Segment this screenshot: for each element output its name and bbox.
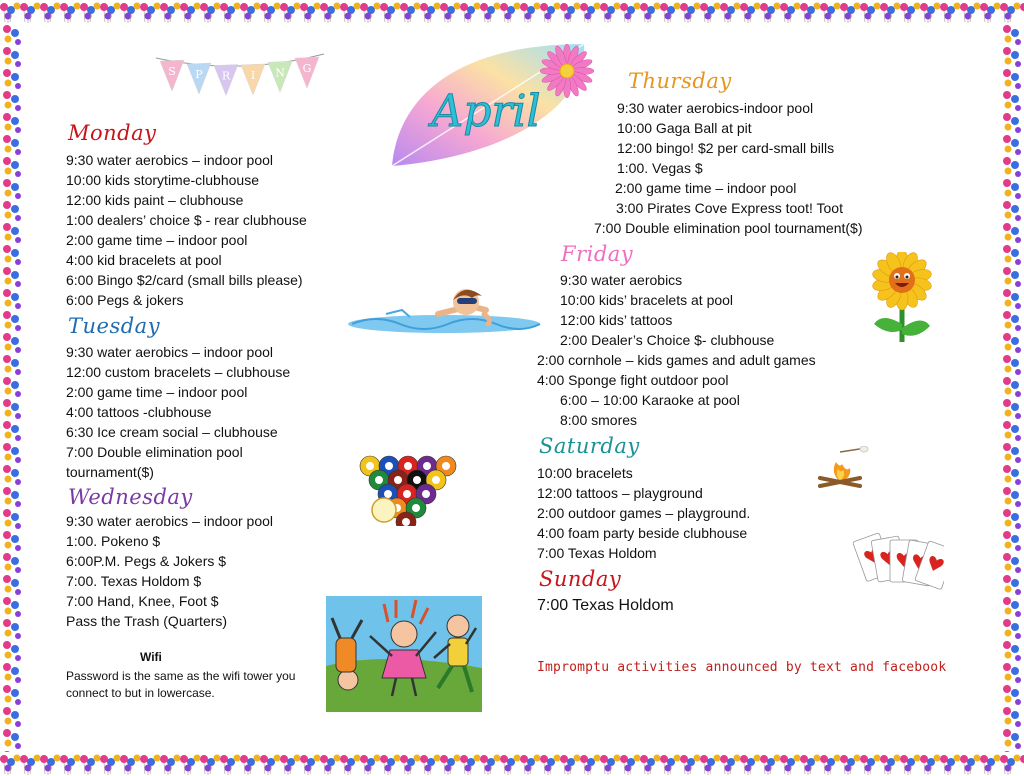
banner-letter: G — [302, 62, 312, 76]
activity-item: 6:30 Ice cream social – clubhouse — [66, 424, 278, 440]
banner-letter: P — [195, 68, 203, 82]
swimmer-icon — [346, 284, 546, 338]
day-heading-friday: Friday — [561, 242, 634, 266]
activity-item: 12:00 kids paint – clubhouse — [66, 192, 244, 208]
activity-item: 6:00 Bingo $2/card (small bills please) — [66, 272, 303, 288]
balloon-border-icon — [1000, 24, 1024, 752]
day-heading-thursday: Thursday — [628, 69, 732, 93]
billiard-balls-icon — [356, 454, 468, 526]
activity-item: 1:00. Pokeno $ — [66, 533, 161, 549]
activity-item: 12:00 custom bracelets – clubhouse — [66, 364, 291, 380]
activity-item: 4:00 Sponge fight outdoor pool — [537, 372, 729, 388]
pink-daisy-icon — [540, 44, 594, 98]
activity-item: 10:00 bracelets — [537, 465, 633, 481]
balloon-border-icon — [0, 752, 1024, 776]
activity-item: 9:30 water aerobics – indoor pool — [66, 152, 274, 168]
activity-item: 7:00 Double elimination pool — [66, 444, 243, 460]
activity-item: 2:00 outdoor games – playground. — [537, 505, 751, 521]
kids-playing-icon — [326, 596, 482, 712]
page-title: April — [431, 86, 541, 137]
day-heading-monday: Monday — [68, 121, 157, 145]
balloon-border-icon — [0, 0, 1024, 24]
activity-item: 6:00 Pegs & jokers — [66, 292, 184, 308]
activity-item: 10:00 Gaga Ball at pit — [617, 120, 752, 136]
day-heading-wednesday: Wednesday — [68, 485, 193, 509]
day-heading-sunday: Sunday — [539, 567, 622, 591]
banner-letter: R — [221, 69, 231, 83]
activity-item: 12:00 bingo! $2 per card-small bills — [617, 140, 835, 156]
activity-item: 2:00 cornhole – kids games and adult games — [537, 352, 816, 368]
day-heading-tuesday: Tuesday — [68, 314, 161, 338]
wifi-title: Wifi — [140, 650, 162, 664]
impromptu-note: Impromptu activities announced by text and facebook — [537, 660, 947, 675]
banner-letter: N — [275, 66, 285, 80]
activity-item: 10:00 kids’ bracelets at pool — [560, 292, 734, 308]
campfire-icon — [810, 446, 870, 494]
activity-item: 6:00 – 10:00 Karaoke at pool — [560, 392, 740, 408]
activity-item: 4:00 kid bracelets at pool — [66, 252, 222, 268]
balloon-border-right — [1000, 24, 1024, 752]
activity-item: 2:00 game time – indoor pool — [66, 232, 248, 248]
activity-item: 12:00 kids’ tattoos — [560, 312, 673, 328]
activity-item: 9:30 water aerobics – indoor pool — [66, 513, 274, 529]
day-heading-saturday: Saturday — [539, 434, 640, 458]
activity-item: 4:00 foam party beside clubhouse — [537, 525, 748, 541]
balloon-border-bottom — [0, 752, 1024, 776]
activity-item: 8:00 smores — [560, 412, 638, 428]
activity-item: 2:00 game time – indoor pool — [615, 180, 797, 196]
balloon-border-top — [0, 0, 1024, 24]
spring-banner-icon — [152, 50, 328, 100]
activity-item: Pass the Trash (Quarters) — [66, 613, 228, 629]
sunflower-icon — [868, 252, 936, 344]
balloon-border-left — [0, 24, 24, 752]
activity-item: 9:30 water aerobics-indoor pool — [617, 100, 814, 116]
banner-letter: I — [250, 68, 256, 82]
balloon-border-icon — [0, 24, 24, 752]
activity-item: 2:00 Dealer’s Choice $- clubhouse — [560, 332, 775, 348]
banner-letter: S — [168, 65, 176, 79]
activity-item: 2:00 game time – indoor pool — [66, 384, 248, 400]
activity-item: 1:00. Vegas $ — [617, 160, 703, 176]
activity-item: tournament($) — [66, 464, 154, 480]
activity-item: 9:30 water aerobics – indoor pool — [66, 344, 274, 360]
activity-item: 7:00 Double elimination pool tournament($) — [594, 220, 863, 236]
activity-item: 7:00 Texas Holdom — [537, 545, 657, 561]
activity-item: 3:00 Pirates Cove Express toot! Toot — [616, 200, 843, 216]
activity-item: 7:00 Texas Holdom — [537, 597, 674, 614]
activity-item: 4:00 tattoos -clubhouse — [66, 404, 212, 420]
wifi-text: Password is the same as the wifi tower you connect to but in lowercase. — [66, 669, 296, 700]
activity-item: 7:00 Hand, Knee, Foot $ — [66, 593, 219, 609]
activity-item: 1:00 dealers’ choice $ - rear clubhouse — [66, 212, 307, 228]
playing-cards-icon — [852, 530, 944, 592]
activity-item: 6:00P.M. Pegs & Jokers $ — [66, 553, 227, 569]
activity-item: 10:00 kids storytime-clubhouse — [66, 172, 259, 188]
activity-item: 9:30 water aerobics — [560, 272, 683, 288]
activity-item: 12:00 tattoos – playground — [537, 485, 703, 501]
activity-item: 7:00. Texas Holdom $ — [66, 573, 202, 589]
